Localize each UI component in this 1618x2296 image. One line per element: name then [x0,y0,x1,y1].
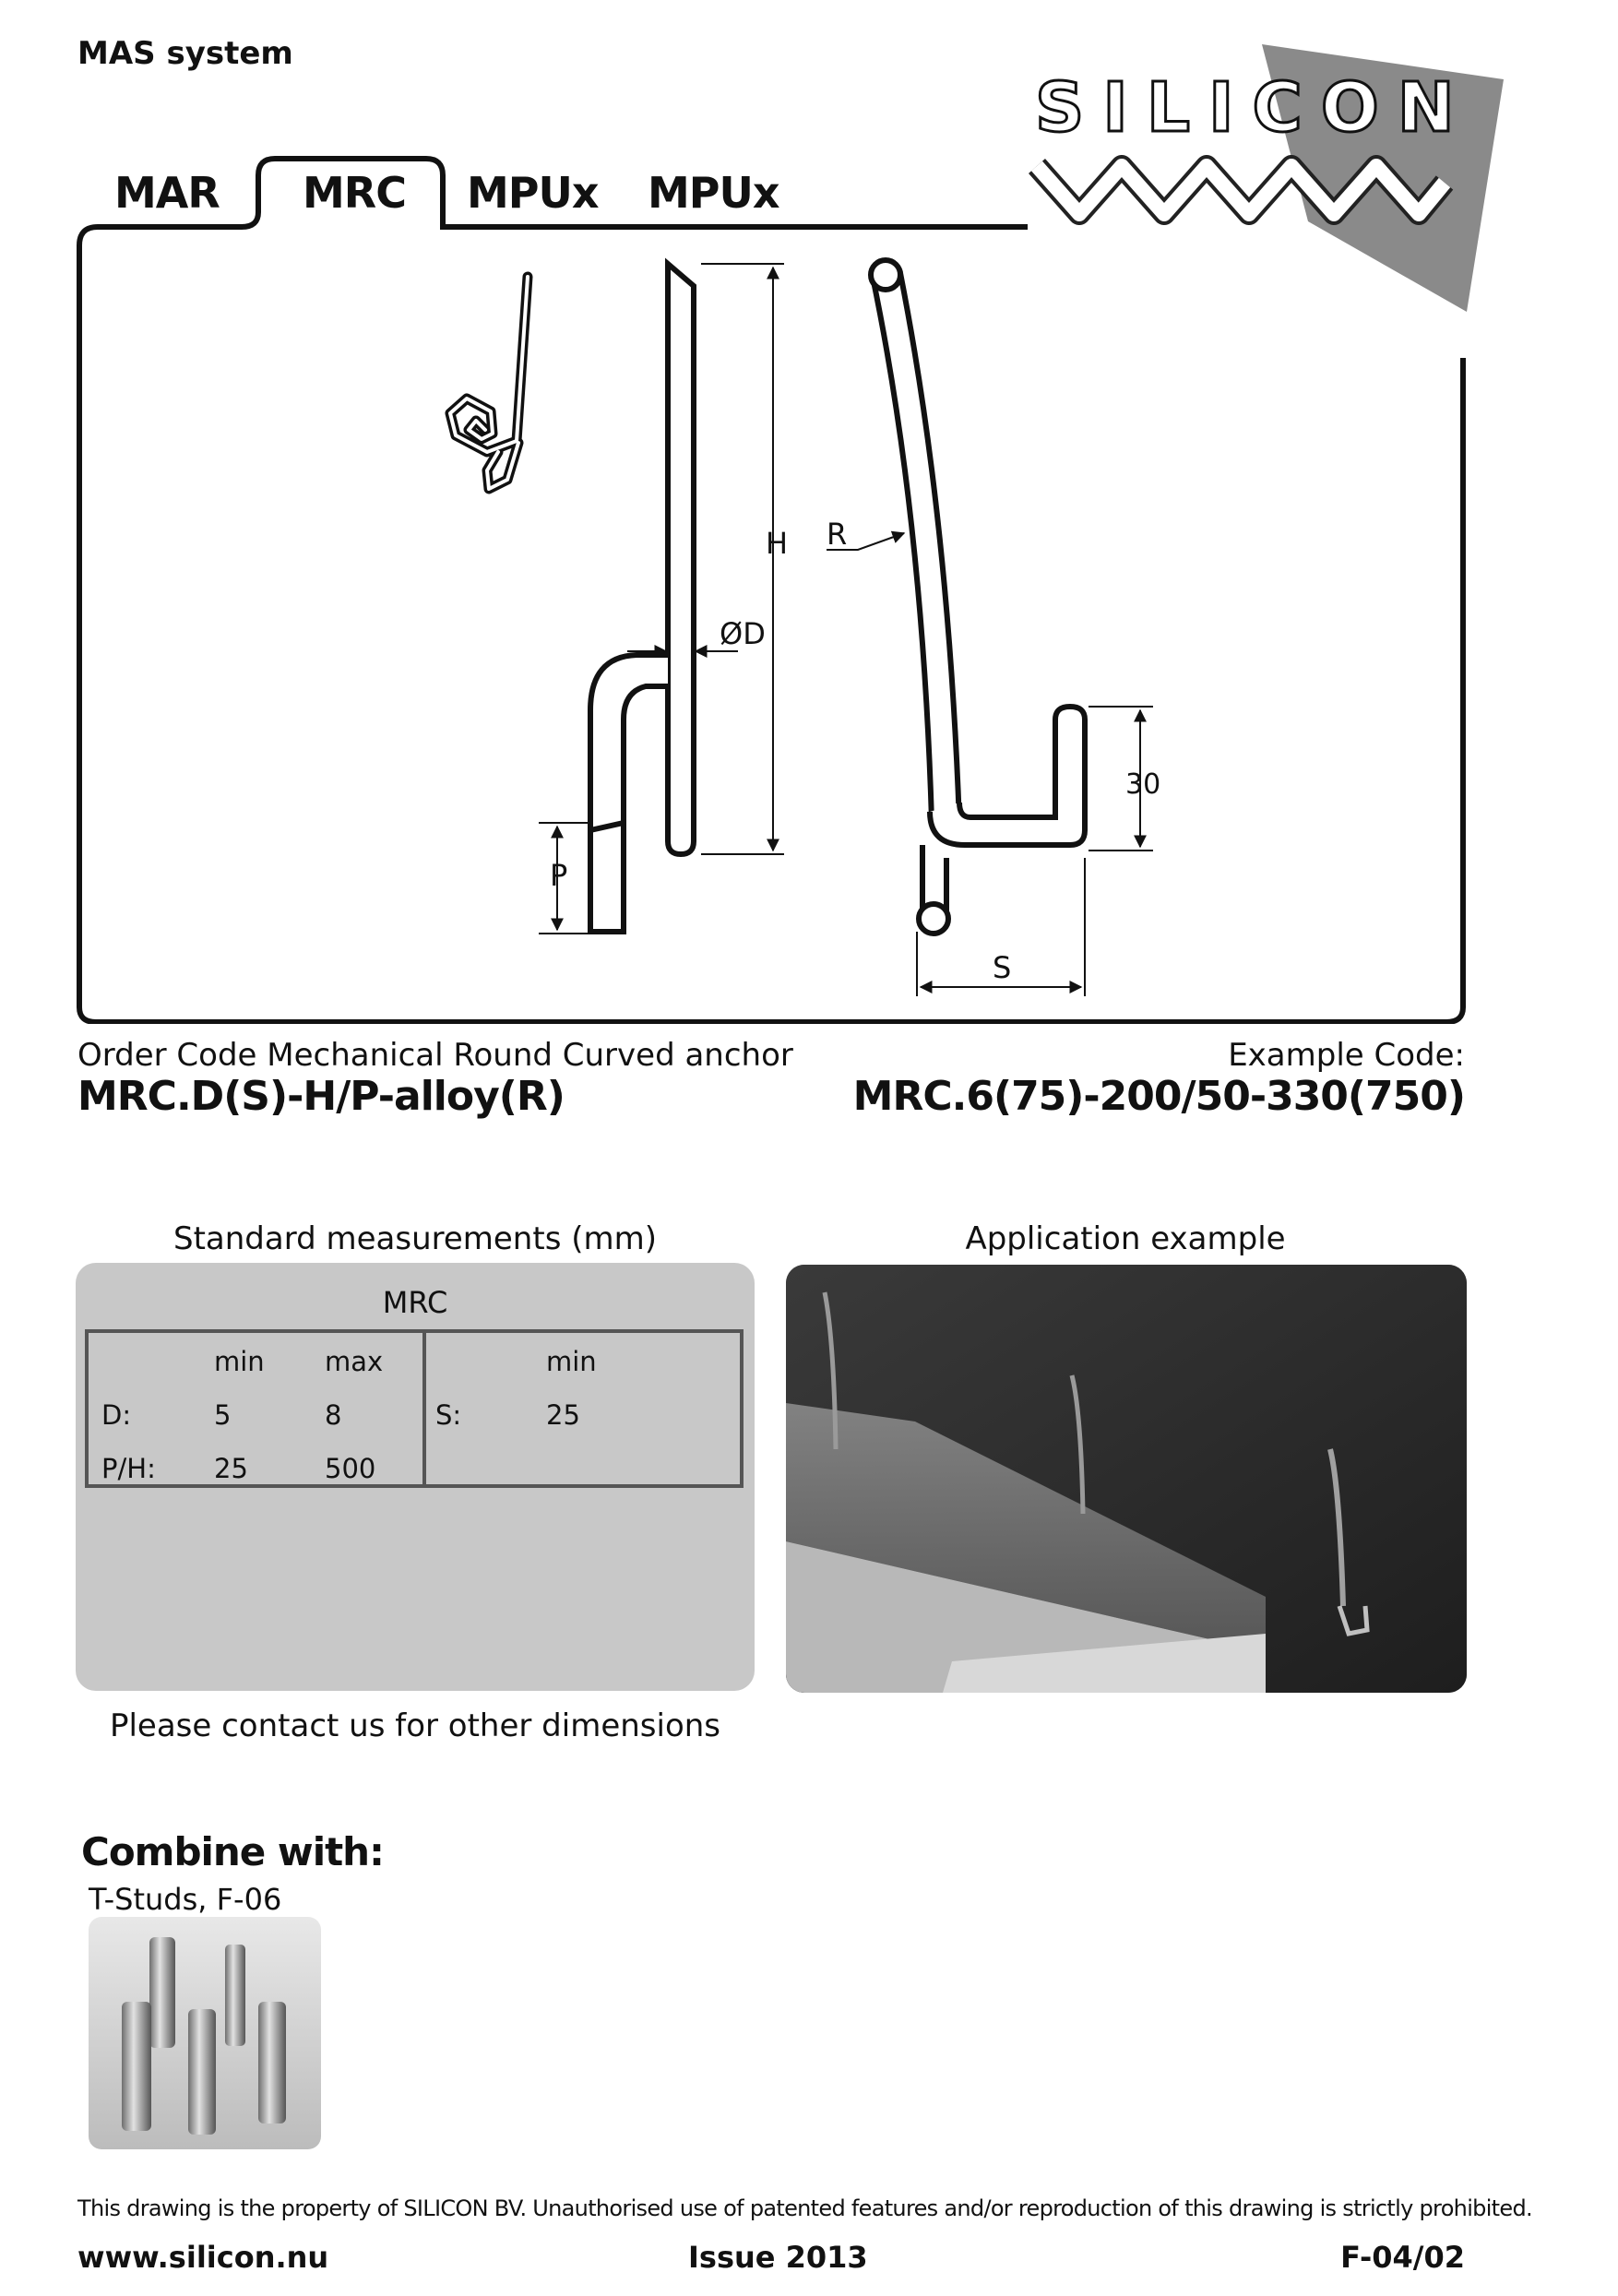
example-code: MRC.6(75)-200/50-330(750) [852,1073,1465,1120]
order-code-description: Order Code Mechanical Round Curved anchor [77,1037,793,1074]
contact-note: Please contact us for other dimensions [109,1707,721,1744]
tab-mpux-1[interactable]: MPUx [467,168,599,218]
disclaimer: This drawing is the property of SILICON BV. Unauthorised use of patented features and/or reproduction of this drawing is strictly prohibited. [77,2195,1532,2221]
system-label: MAS system [77,35,293,72]
example-code-label: Example Code: [1228,1037,1465,1074]
footer-sheet-number: F-04/02 [1340,2240,1465,2275]
tab-mpux-2[interactable]: MPUx [648,168,779,218]
drawing-frame [79,159,1463,1022]
anchor-front-view [590,264,694,932]
row-ph-max: 500 [325,1453,376,1484]
header-max-left: max [325,1346,384,1377]
row-s-min: 25 [546,1399,580,1431]
measurements-table [85,1329,744,1488]
application-photo [786,1265,1467,1693]
logo-text: SILICON [1035,68,1473,148]
footer-issue: Issue 2013 [688,2240,868,2275]
dim-p-label: P [550,858,568,893]
order-code: MRC.D(S)-H/P-alloy(R) [77,1073,565,1120]
technical-drawing [0,0,1618,1024]
dim-h-label: H [766,526,789,561]
dim-30-label: 30 [1125,768,1161,801]
table-divider [422,1333,426,1484]
tab-mar[interactable]: MAR [114,168,220,218]
row-s-label: S: [435,1399,462,1431]
row-d-min: 5 [214,1399,232,1431]
row-ph-label: P/H: [101,1453,156,1484]
tab-mrc[interactable]: MRC [303,168,406,218]
silicon-logo [1035,44,1504,312]
t-studs-photo [89,1917,321,2149]
row-d-max: 8 [325,1399,342,1431]
header-min-right: min [546,1346,597,1377]
dim-r-label: R [827,517,848,552]
combine-item[interactable]: T-Studs, F-06 [89,1882,282,1917]
dim-s-label: S [993,950,1012,985]
measurements-heading: MRC [382,1285,448,1320]
anchor-curved-view [871,260,1085,934]
footer-url-link[interactable]: www.silicon.nu [77,2240,329,2275]
measurements-panel [76,1263,755,1691]
standard-measurements-title: Standard measurements (mm) [173,1220,657,1257]
header-min-left: min [214,1346,265,1377]
dim-d-label: ØD [720,616,766,651]
row-ph-min: 25 [214,1453,248,1484]
application-example-title: Application example [965,1220,1286,1257]
row-d-label: D: [101,1399,132,1431]
combine-with-title: Combine with: [81,1829,384,1874]
